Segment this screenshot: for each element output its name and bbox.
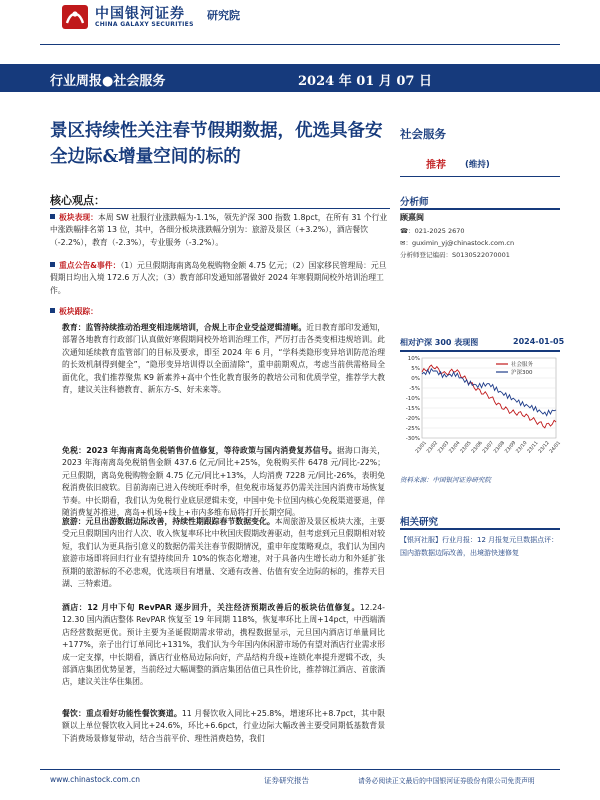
related-report-link[interactable]: 【银河社服】行业月报：12 月报复元旦数据点评：国内游数据边际改善，出境游快速修复 — [400, 536, 559, 557]
logo-mark-icon — [62, 5, 88, 29]
chart-title: 相对沪深 300 表现图 — [400, 338, 479, 347]
related-heading: 相关研究 — [400, 517, 439, 528]
bullet-text: 本周 SW 社服行业涨跌幅为-1.1%，领先沪深 300 指数 1.8pct，在所有 31 个行业中涨跌幅排名第 13 位，其中，各细分板块涨跌幅分别为：旅游及景区（+3.2%），酒店餐饮（-2.2%），教育（-2.3%），专业服务（-3.2%）。 — [50, 213, 388, 247]
para-text: 12.24-12.30 国内酒店整体 RevPAR 恢复至 19 年同期 118%，恢复率环比上周+14pct，中西端酒店经营数据更优。预计主要为圣诞假期需求带动，携程数据显示，元旦国内酒店订单量同比+177%，亲子出行订单同比+131%，我们认为今年国内休闲游市场仍有望对酒店行业需求形成一定支撑，中长期看，酒店行业格局边际向好，产品结构升级+连锁化率提升逻辑不改，头部酒店集团优势显著，当前经过大幅调整的酒店集团估值已具性价比，推荐锦江酒店、首旅酒店，建议关注华住集团。 — [62, 603, 385, 687]
rating-label: 推荐 — [426, 160, 446, 171]
chart-x-tick-label: 23/11 — [526, 440, 540, 455]
square-bullet-icon — [50, 214, 55, 219]
bullet-label: 重点公告&事件： — [59, 261, 121, 270]
chart-series-line — [422, 365, 556, 428]
para-duty-free — [62, 445, 385, 519]
report-title: 景区持续性关注春节假期数据，优选具备安全边际&增量空间的标的 — [50, 121, 383, 167]
chart-legend-label: 沪深300 — [511, 370, 533, 376]
analyst-registration: 分析师登记编码：S0130522070001 — [400, 251, 510, 259]
bullet-label: 板块跟踪： — [59, 307, 98, 316]
square-bullet-icon — [50, 308, 55, 313]
chart-x-tick-label: 23/01 — [415, 440, 428, 455]
chart-y-tick-label: -15% — [405, 406, 420, 412]
para-text: 11 月餐饮收入同比+25.8%，增速环比+8.7pct，其中限额以上单位餐饮收入同比+24.6%，环比+6.6pct，行业边际大幅改善主要受同期低基数背景下消费场景修复带动，结合当前平价、理性消费趋势，我们 — [62, 709, 385, 743]
chart-x-tick-label: 23/07 — [482, 440, 495, 455]
bullet-text: （1）元旦假期海南离岛免税购物金额 4.75 亿元；（2）国家移民管理局：元旦假期日均出入境 172.6 万人次；（3）教育部印发通知部署做好 2024 年寒假期间校外培训治理工作。 — [50, 261, 387, 295]
para-tourism — [62, 516, 385, 590]
header-divider — [40, 44, 560, 45]
para-catering — [62, 708, 385, 745]
chart-y-tick-label: -10% — [405, 396, 420, 402]
sector-divider — [400, 176, 560, 177]
bullet-announcements — [50, 260, 390, 297]
chart-x-tick-label: 23/10 — [515, 440, 529, 455]
bullet-tracking — [50, 306, 390, 318]
core-views-heading: 核心观点： — [50, 194, 105, 207]
analyst-email[interactable]: ✉：guximin_yj@chinastock.com.cn — [400, 239, 515, 247]
para-text: 近日教育部印发通知，部署各地教育行政部门认真做好寒假期间校外培训治理工作，严厉打击各类变相违规培训。此次通知延续教育监管部门的目标及要求，即至 2024 年 6 月，“学科类隐形变异培训防范治理的长效机制得到健全”，“隐形变异培训得以全面清除”，重申前期观点，考虑当前供需格局全面优化，我们推荐聚焦 K9 新素养+高中个性化教育服务的教培公司和优质学堂，推荐学大教育，建议关注科德教育、新东方-S、好未来等。 — [62, 323, 385, 395]
core-divider — [50, 208, 390, 209]
chart-x-tick-label: 23/09 — [504, 440, 518, 455]
analyst-divider — [400, 208, 560, 210]
brand-name-en: CHINA GALAXY SECURITIES — [95, 21, 194, 28]
report-type: 行业周报●社会服务 — [50, 74, 166, 89]
chart-y-tick-label: -25% — [405, 426, 420, 432]
chart-y-tick-label: 0% — [411, 376, 420, 382]
chart-y-tick-label: -5% — [409, 386, 420, 392]
brand-name-cn: 中国银河证券 — [95, 6, 185, 22]
chart-y-tick-label: -20% — [405, 416, 420, 422]
rating-note: (维持) — [465, 160, 490, 170]
analyst-heading: 分析师 — [400, 197, 429, 208]
department-label: 研究院 — [207, 9, 240, 22]
chart-y-tick-label: 10% — [407, 356, 420, 362]
chart-y-tick-label: -30% — [405, 436, 420, 442]
para-lead: 酒店：12 月中下旬 RevPAR 逐步回升，关注经济预期改善后的板块估值修复。 — [62, 603, 360, 612]
para-lead: 餐饮：重点看好功能性餐饮赛道。 — [62, 709, 182, 718]
para-text: 据海口海关，2023 年海南离岛免税销售金额 437.6 亿元/同比+25%，免税购买件 6478 元/同比-22%；元旦假期，离岛免税购物金额 4.75 亿元/同比+13%，人均消费 7228 元/同比-26%，表明免税消费依旧疲软。目前海南已进入传统旺季时季，但免税市场复苏仍需关注国内消费市场恢复节奏。中长期看，我们认为免税行业底层逻辑未变，中国中免卡位国内核心免税渠道要退，伴随消费复苏推进，离岛+机场+线上+市内多维布局将打开长期空间。 — [62, 446, 386, 518]
para-hotel — [62, 602, 385, 689]
chart-x-tick-label: 23/08 — [493, 440, 507, 455]
square-bullet-icon — [50, 262, 55, 267]
footer-url[interactable]: www.chinastock.com.cn — [50, 775, 140, 784]
sector-name: 社会服务 — [400, 127, 446, 141]
bullet-sector-performance — [50, 212, 390, 249]
chart-x-tick-label: 23/12 — [538, 440, 551, 455]
chart-x-tick-label: 23/06 — [471, 440, 484, 455]
chart-y-tick-label: 5% — [411, 366, 420, 372]
footer-disclaimer: 请务必阅读正文最后的中国银河证券股份有限公司免责声明 — [358, 777, 535, 785]
para-text: 本周旅游及景区板块大涨，主要受元旦假期国内出行人次、收入恢复率环比中秋国庆假期改善驱动，但考虑到元旦假期相对较短，我们认为更具指引意义的数据仍需关注春节假期情况，重申年度策略观点，我们认为国内旅游市场即将回归行业有望持续回升 10%的恢态化增速，对于具备内生增长动力和外延扩张预期的旅游标的不必悲观，优选项目有增量、交通有改善、估值有安全边际的标的，推荐天目湖、三特索道。 — [62, 517, 386, 589]
report-date: 2024 年 01 月 07 日 — [298, 74, 432, 89]
para-lead: 免税：2023 年海南离岛免税销售价值修复，等待政策与国内消费复苏信号。 — [62, 446, 337, 455]
chart-x-tick-label: 24/01 — [549, 440, 562, 455]
chart-legend-label: 社会服务 — [511, 362, 534, 368]
para-education — [62, 322, 385, 396]
chart-x-tick-label: 23/04 — [448, 440, 462, 455]
para-lead: 教育：监管持续推动治理变相违规培训，合规上市企业受益逻辑清晰。 — [62, 323, 307, 332]
chart-x-tick-label: 23/05 — [459, 440, 473, 455]
analyst-name: 顾熹闽 — [400, 213, 424, 222]
analyst-phone: ☎：021-2025 2670 — [400, 227, 465, 235]
bullet-label: 板块表现： — [59, 213, 98, 222]
chart-date: 2024-01-05 — [513, 337, 565, 346]
chart-x-tick-label: 23/03 — [437, 440, 451, 455]
chart-source: 资料来源：中国银河证券研究院 — [400, 476, 491, 484]
chart-series-line — [422, 369, 556, 416]
chart-x-tick-label: 23/02 — [426, 440, 440, 455]
relative-performance-chart — [400, 352, 560, 467]
related-divider — [400, 528, 560, 530]
footer-divider — [40, 769, 560, 770]
footer-report-type: 证券研究报告 — [264, 776, 309, 785]
para-lead: 旅游：元旦出游数据边际改善，持续性期跟踪春节数据变化。 — [62, 517, 275, 526]
